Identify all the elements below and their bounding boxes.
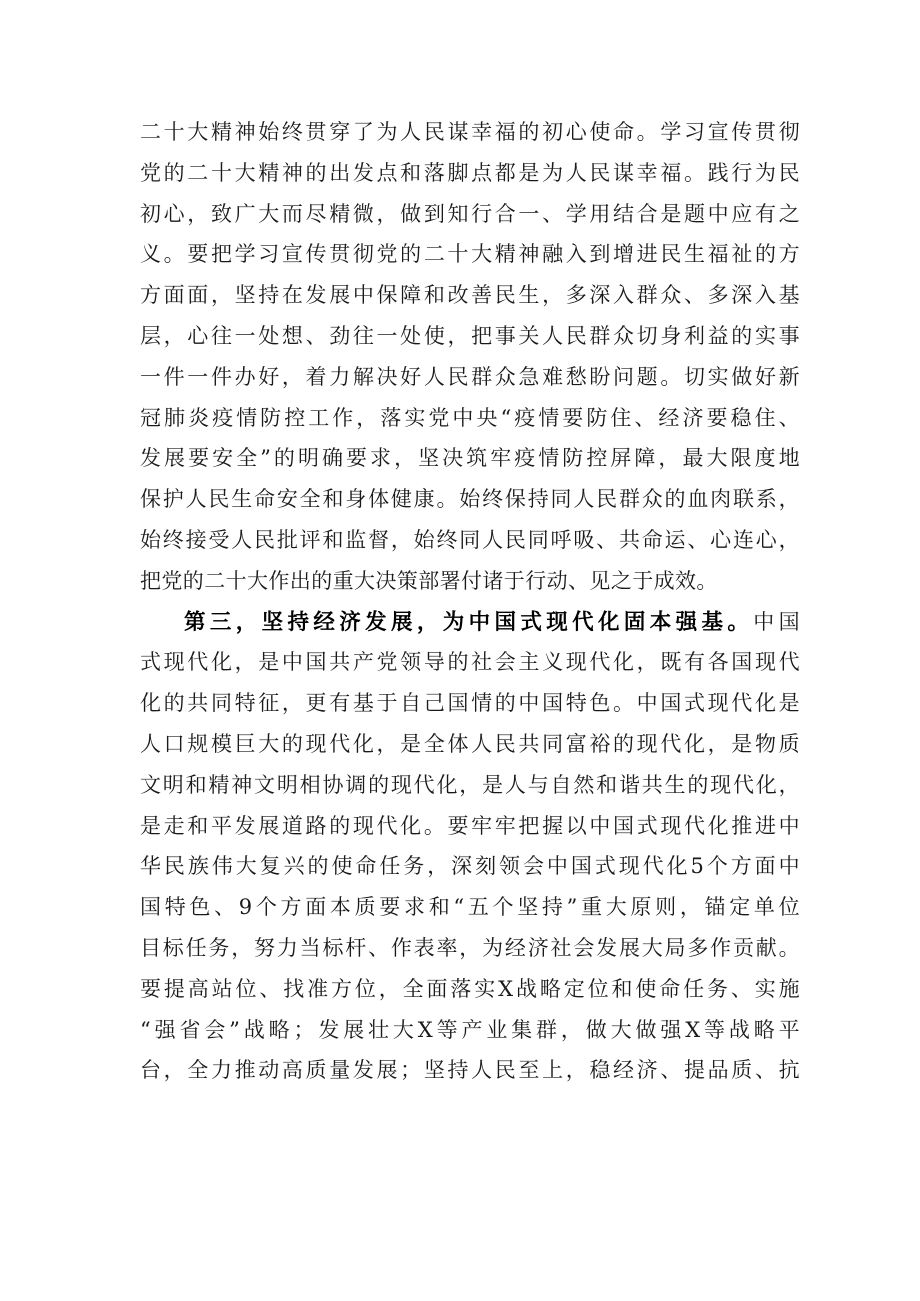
text-line: 一件一件办好，着力解决好人民群众急难愁盼问题。切实做好新 xyxy=(140,364,800,389)
text-line: 目标任务，努力当标杆、作表率，为经济社会发展大局多作贡献。 xyxy=(140,935,800,960)
heading-line-rest: 中国 xyxy=(753,609,800,634)
section-heading-line xyxy=(140,602,800,643)
text-line: 国特色、9个方面本质要求和“五个坚持”重大原则，锚定单位 xyxy=(140,895,800,920)
text-line: 发展要安全”的明确要求，坚决筑牢疫情防控屏障，最大限度地 xyxy=(140,446,800,471)
text-line: “强省会”战略；发展壮大X等产业集群，做大做强X等战略平 xyxy=(140,1017,800,1042)
text-line: 台，全力推动高质量发展；坚持人民至上，稳经济、提品质、抗 xyxy=(140,1058,800,1083)
text-line: 华民族伟大复兴的使命任务，深刻领会中国式现代化5个方面中 xyxy=(140,854,800,879)
text-line: 文明和精神文明相协调的现代化，是人与自然和谐共生的现代化， xyxy=(140,772,800,797)
text-line: 冠肺炎疫情防控工作，落实党中央“疫情要防住、经济要稳住、 xyxy=(140,405,800,430)
text-line: 人口规模巨大的现代化，是全体人民共同富裕的现代化，是物质 xyxy=(140,731,800,756)
text-line: 是走和平发展道路的现代化。要牢牢把握以中国式现代化推进中 xyxy=(140,813,800,838)
text-line: 保护人民生命安全和身体健康。始终保持同人民群众的血肉联系， xyxy=(140,487,800,512)
paragraph-people-wellbeing xyxy=(140,112,800,602)
text-line: 初心，致广大而尽精微，做到知行合一、学用结合是题中应有之 xyxy=(140,201,800,226)
paragraph-economic-development xyxy=(140,602,800,1092)
text-line: 式现代化，是中国共产党领导的社会主义现代化，既有各国现代 xyxy=(140,650,800,675)
text-line: 层，心往一处想、劲往一处使，把事关人民群众切身利益的实事 xyxy=(140,323,800,348)
body-text xyxy=(140,112,800,1091)
text-line: 化的共同特征，更有基于自己国情的中国特色。中国式现代化是 xyxy=(140,691,800,716)
section-heading: 第三，坚持经济发展，为中国式现代化固本强基。 xyxy=(184,609,754,635)
text-line: 方面面，坚持在发展中保障和改善民生，多深入群众、多深入基 xyxy=(140,283,800,308)
text-line: 始终接受人民批评和监督，始终同人民同呼吸、共命运、心连心， xyxy=(140,527,800,552)
text-line: 党的二十大精神的出发点和落脚点都是为人民谋幸福。践行为民 xyxy=(140,160,800,185)
text-line: 要提高站位、找准方位，全面落实X战略定位和使命任务、实施 xyxy=(140,976,800,1001)
text-line: 义。要把学习宣传贯彻党的二十大精神融入到增进民生福祉的方 xyxy=(140,242,800,267)
text-line: 把党的二十大作出的重大决策部署付诸于行动、见之于成效。 xyxy=(140,568,718,593)
text-line: 二十大精神始终贯穿了为人民谋幸福的初心使命。学习宣传贯彻 xyxy=(140,120,800,144)
